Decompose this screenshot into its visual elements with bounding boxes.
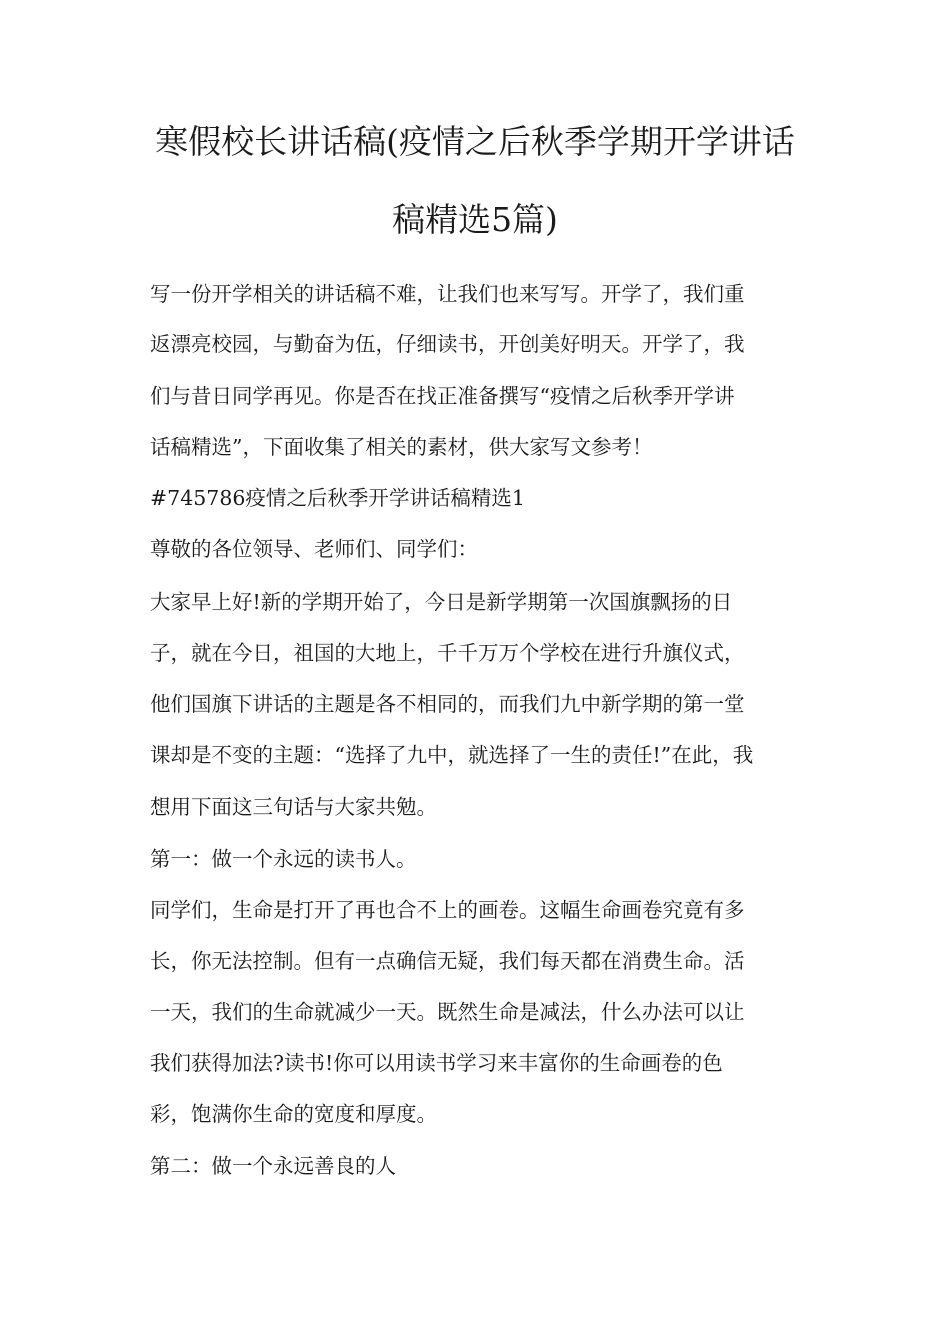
- body-line: 课却是不变的主题：“选择了九中，就选择了一生的责任!”在此，我: [150, 743, 754, 767]
- body-line: 彩，饱满你生命的宽度和厚度。: [150, 1102, 437, 1126]
- body-line: 我们获得加法?读书!你可以用读书学习来丰富你的生命画卷的色: [150, 1051, 723, 1075]
- point-heading: 第一：做一个永远的读书人。: [150, 847, 417, 871]
- body-line: 大家早上好!新的学期开始了，今日是新学期第一次国旗飘扬的日: [150, 590, 733, 614]
- point-heading: 第二：做一个永远善良的人: [150, 1154, 396, 1178]
- body-line: 他们国旗下讲话的主题是各不相同的，而我们九中新学期的第一堂: [150, 692, 745, 716]
- body-line: 长，你无法控制。但有一点确信无疑，我们每天都在消费生命。活: [150, 949, 745, 973]
- body-line: 子，就在今日，祖国的大地上，千千万万个学校在进行升旗仪式，: [150, 641, 745, 665]
- body-line: 想用下面这三句话与大家共勉。: [150, 795, 437, 819]
- section-heading: #745786疫情之后秋季开学讲话稿精选1: [150, 486, 525, 510]
- body-line: 话稿精选”，下面收集了相关的素材，供大家写文参考！: [150, 435, 653, 459]
- body-line: 一天，我们的生命就减少一天。既然生命是减法，什么办法可以让: [150, 1000, 745, 1024]
- document-title-line-1: 寒假校长讲话稿(疫情之后秋季学期开学讲话: [155, 122, 795, 161]
- document-title-line-2: 稿精选5篇): [392, 200, 558, 239]
- body-line: 返漂亮校园，与勤奋为伍，仔细读书，开创美好明天。开学了，我: [150, 332, 745, 356]
- body-line: 写一份开学相关的讲话稿不难，让我们也来写写。开学了，我们重: [150, 282, 745, 306]
- body-line: 们与昔日同学再见。你是否在找正准备撰写“疫情之后秋季开学讲: [150, 384, 735, 408]
- salutation: 尊敬的各位领导、老师们、同学们：: [150, 537, 478, 561]
- body-line: 同学们，生命是打开了再也合不上的画卷。这幅生命画卷究竟有多: [150, 898, 745, 922]
